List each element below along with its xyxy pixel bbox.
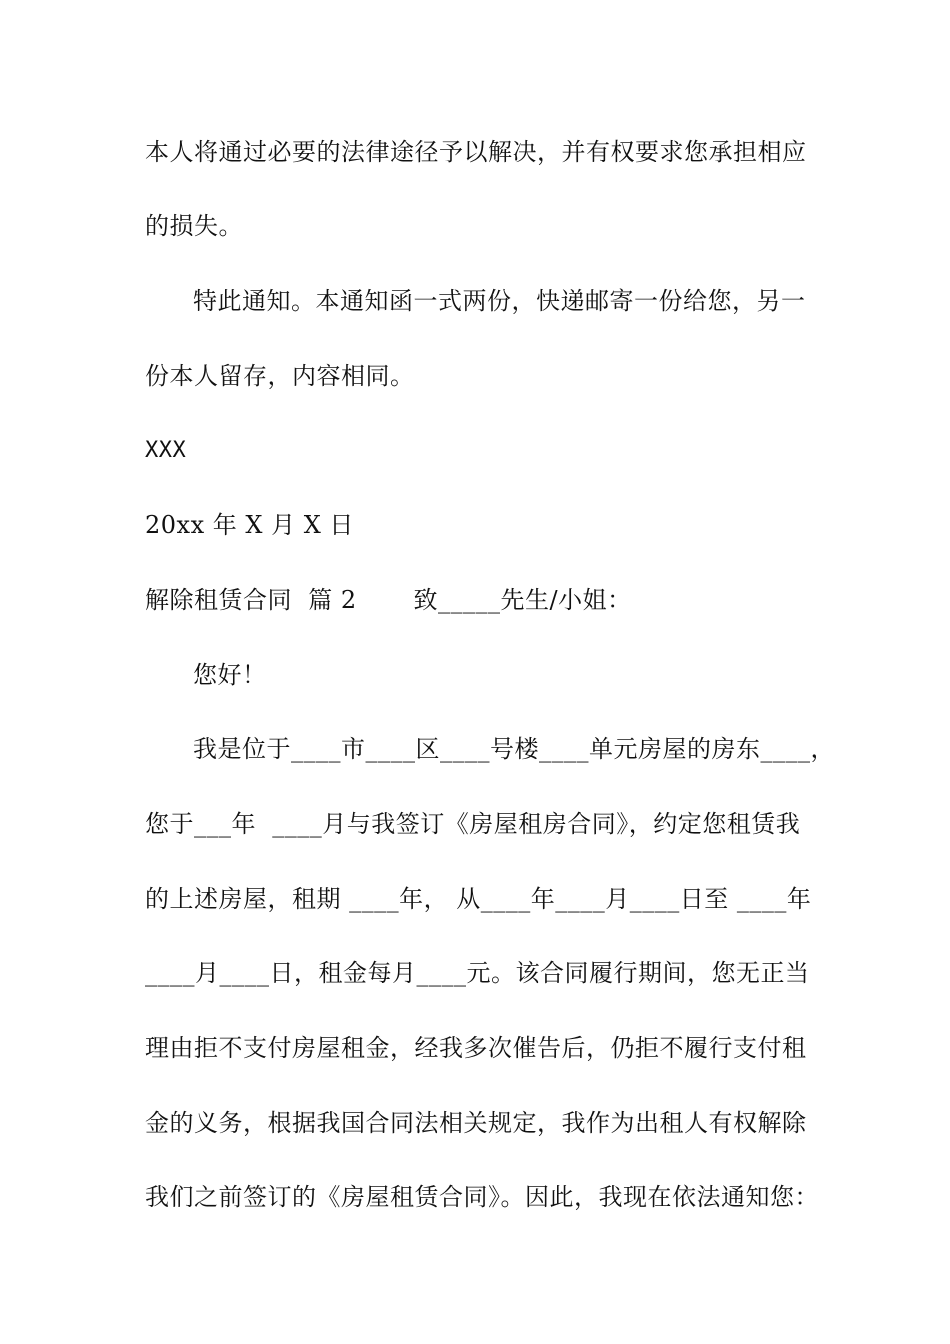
paragraph-line-1: 本人将通过必要的法律途径予以解决，并有权要求您承担相应 [145, 138, 807, 166]
paragraph-line-12: ____月____日，租金每月____元。该合同履行期间，您无正当 [145, 959, 810, 987]
greeting: 您好！ [193, 661, 267, 689]
paragraph-line-2: 的损失。 [145, 212, 243, 240]
paragraph-line-10: 您于___年 ____月与我签订《房屋租房合同》，约定您租赁我 [145, 810, 801, 838]
paragraph-line-3: 特此通知。本通知函一式两份，快递邮寄一份给您，另一 [193, 287, 806, 315]
paragraph-line-9: 我是位于____市____区____号楼____单元房屋的房东____， [193, 735, 835, 763]
paragraph-line-14: 金的义务，根据我国合同法相关规定，我作为出租人有权解除 [145, 1109, 807, 1137]
signature-name: XXX [145, 438, 187, 463]
paragraph-line-13: 理由拒不支付房屋租金，经我多次催告后，仍拒不履行支付租 [145, 1034, 807, 1062]
signature-date: 20xx 年 X 月 X 日 [145, 511, 354, 539]
paragraph-line-15: 我们之前签订的《房屋租赁合同》。因此，我现在依法通知您： [145, 1183, 819, 1211]
section-heading: 解除租赁合同 篇 2 致_____先生/小姐： [145, 586, 632, 614]
paragraph-line-4: 份本人留存，内容相同。 [145, 362, 415, 390]
paragraph-line-11: 的上述房屋，租期 ____年， 从____年____月____日至 ____年 [145, 885, 812, 913]
